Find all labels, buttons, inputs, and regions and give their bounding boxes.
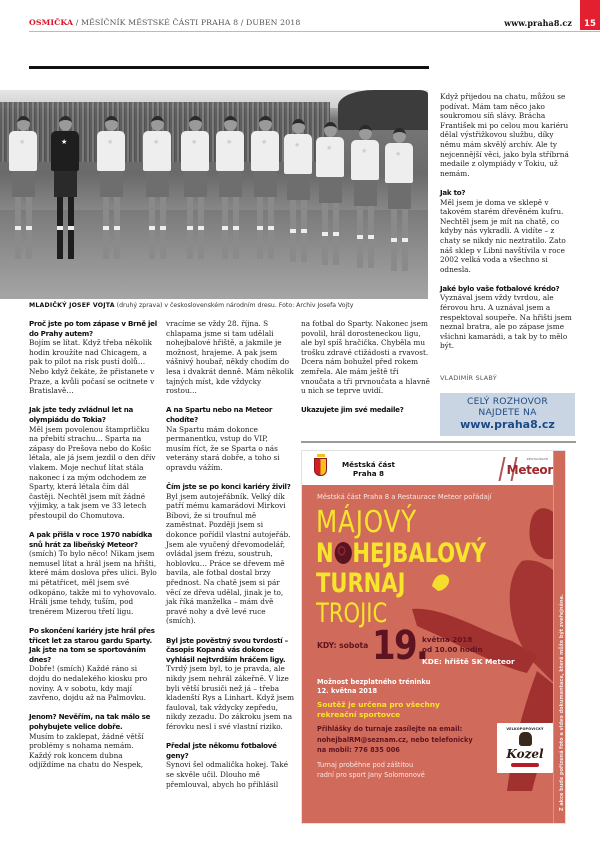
ad-training-info xyxy=(317,678,430,696)
photo-caption xyxy=(29,302,429,309)
header-divider xyxy=(29,31,600,32)
ad-patron-line-1: Turnaj proběhne pod záštitou xyxy=(317,761,414,769)
article-column-3 xyxy=(301,319,431,425)
interview-answer: Měl jsem povolenou štamprličku na přebití strachu… Sparta na zápasy do Prešova nebo do Košic létala, ale já jsem jezdil o den dřív vlakem. Moje nechuť lítat stála nakonec i za mým odchodem ze Sparty, která létala čím dál častěji. Nechtěl jsem mít žádné výjimky, a tak jsem ve 33 letech přestoupil do Chomutova. xyxy=(29,424,156,520)
interview-answer: Bojím se lítat. Když třeba několik hodin kroužíte nad Chicagem, a pak to pilot na risk pustí dolů… Nebo když čekáte, že přistanete v Praze, a kvůli počasí se ocitnete v Bratislavě… xyxy=(29,338,155,396)
praha8-crest-icon xyxy=(314,458,327,476)
player-figure: ★ xyxy=(250,116,280,276)
ad-patron-line-2: radní pro sport Jany Solomonové xyxy=(317,771,425,780)
ad-target-line-2: rekreační sportovce xyxy=(317,709,401,719)
promo-url-link[interactable]: www.praha8.cz xyxy=(460,418,555,431)
player-figure: ★ xyxy=(350,125,380,285)
ad-signup-email[interactable]: nohejbalRM@seznam.cz, nebo telefonicky xyxy=(317,735,473,744)
interview-answer: Dobře! (smích) Každé ráno si dojdu do nedalekého kiosku pro noviny. A v sobotu, kdy mají zavřeno, dojdu až na Palmovku. xyxy=(29,664,148,703)
meteor-logo-small: RESTAURACE xyxy=(526,457,549,461)
player-figure: ★ xyxy=(142,116,172,276)
qa-paragraph xyxy=(440,284,576,351)
kozel-arc-text: VELKOPOPOVICKÝ xyxy=(506,727,544,731)
player-figure: ★ xyxy=(283,119,313,279)
ad-day-number: 19. xyxy=(372,623,428,669)
interview-answer: Musím to zaklepat, žádné větší problémy s nohama nemám. Každý rok koncem dubna odjíždíme na chatu do Nespek, xyxy=(29,731,144,770)
interview-answer: Synovi šel odmalička hokej. Také se skvěle učil. Dlouho mě přemlouval, abych ho přihlásil xyxy=(166,760,289,789)
meteor-logo xyxy=(506,457,553,477)
football-icon xyxy=(334,542,351,564)
player-figure: ★ xyxy=(96,116,126,276)
ad-patron-info xyxy=(317,760,425,781)
qa-paragraph xyxy=(29,530,157,616)
interview-question: Byl jste pověstný svou tvrdostí – časopis Kopaná vás dokonce vyhlásil nejtvrdším hráčem ligy. xyxy=(166,635,288,664)
goalkeeper-figure: ★ xyxy=(50,116,80,276)
ad-side-strip xyxy=(553,451,565,823)
ad-lead-text: Městská část Praha 8 a Restaurace Meteor pořádají xyxy=(317,493,492,501)
promo-line-2: NAJDETE NA xyxy=(478,407,537,418)
interview-question: Předal jste někomu fotbalové geny? xyxy=(166,741,277,760)
player-figure: ★ xyxy=(384,128,414,288)
article-column-2 xyxy=(166,319,294,799)
team-photo xyxy=(0,90,428,299)
interview-answer: Byl jsem autojeřábník. Velký dík patří mému kamarádovi Mirkovi Bíbovi, že si troufnul mě zaměstnat. Později jsem si dokonce pořídil vlastní autojeřáb. Jsem ale vyučený dřevomodelář, ovládal jsem frézu, soustruh, hoblovku… Práce se dřevem mě bavila, ale fotbal dostal brzy přednost. Na chatě jsem si pár věcí ze dřeva udělal, jinak je to, jak říká manželka – mám dvě pravé nohy a dvě levé ruce (smích). xyxy=(166,491,291,626)
qa-paragraph xyxy=(301,405,431,415)
kozel-wordmark: Kozel xyxy=(506,747,544,761)
ad-signup-info xyxy=(317,724,473,756)
header-url-link[interactable]: www.praha8.cz xyxy=(504,18,572,28)
caption-text: (druhý zprava) v československém národním dresu. Foto: Archiv Josefa Vojty xyxy=(114,302,354,309)
magazine-subtitle: / MĚSÍČNÍK MĚSTSKÉ ČÁSTI PRAHA 8 / DUBEN 2018 xyxy=(73,18,301,27)
promo-line-1: CELÝ ROZHOVOR xyxy=(467,396,548,407)
interview-answer: Měl jsem je doma ve sklepě v takovém starém dřevěném kufru. Nechtěl jsem je mít na chatě, co kdyby nás vykradli. A vidíte – z chaty se nikdy nic neztratilo. Zato náš sklep v Libni navštívila v roce 2002 velká voda a všechno si odnesla. xyxy=(440,197,566,274)
promo-divider xyxy=(301,441,576,443)
ad-date-time xyxy=(422,635,483,654)
qa-paragraph xyxy=(29,405,157,520)
ad-title-trojic: TROJIC xyxy=(316,598,388,629)
ad-target-line-1: Soutěž je určena pro všechny xyxy=(317,700,440,709)
kozel-sponsor-logo xyxy=(497,723,553,773)
interview-answer: Vyznával jsem vždy tvrdou, ale férovou hru. A uznával jsem a respektoval soupeře. Na hřišti jsem neznal bratra, ale po zápase jsme všichni kamarádi, a tak by to mělo být. xyxy=(440,293,572,351)
interview-answer: vracíme se vždy 28. října. S chlapama jsme si tam udělali nohejbalové hřiště, a jakmile je možnost, hrajeme. A pak jsem vášnivý houbař, někdy chodím do lesa i dvakrát denně. Mám několik tajných míst, kde vždycky rostou… xyxy=(166,319,294,396)
qa-paragraph xyxy=(29,319,157,396)
ad-when-label: KDY: sobota xyxy=(317,641,369,650)
tournament-advertisement xyxy=(301,450,566,824)
qa-paragraph xyxy=(166,319,294,396)
meteor-logo-text: Meteor xyxy=(506,463,553,477)
interview-question: Po skončení kariéry jste hrál přes třicet let za starou gardu Sparty. Jak jste na tom se sportováním dnes? xyxy=(29,626,155,664)
interview-question: Jak to? xyxy=(440,187,466,197)
interview-answer: Na Spartu mám dokonce permanentku, vstup do VIP, musím říct, že se Sparta o nás veterány stará dobře, a toho si opravdu vážím. xyxy=(166,424,280,472)
player-figure: ★ xyxy=(315,122,345,282)
qa-paragraph xyxy=(440,188,576,274)
article-author: VLADIMÍR SLABÝ xyxy=(440,374,497,382)
interview-answer: na fotbal do Sparty. Nakonec jsem povolil, hrál dorosteneckou ligu, ale byl spíš hračička. Chyběla mu trošku zdravé ctižádosti a rvavost. Dcera nám bohužel před rokem zemřela. Ale mám ještě tři vnoučata a tři prvnoučata a hlavně u nich se teprve uvidí. xyxy=(301,319,431,396)
interview-answer: Tvrdý jsem byl, to je pravda, ale nikdy jsem nehrál zákeřně. V lize byli větší brusiči než já – třeba kladenští Rys a Linhart. Když jsem fauloval, tak vždycky zepředu, nikdy zezadu. Do zákroku jsem na férovku nesl i své vlastní riziko. xyxy=(166,664,294,731)
qa-paragraph xyxy=(166,482,294,626)
page-number: 15 xyxy=(580,0,600,30)
player-figure: ★ xyxy=(180,116,210,276)
interview-answer: (smích) To bylo něco! Nikam jsem nemusel lítat a hrál jsem na hřišti, které mám doslova přes ulici. Bylo mi pětatřicet, měl jsem své odkopáno, takže mi to vyhovovalo. Hráli jsme tehdy, tuším, pod trenérem Mizerou třetí ligu. xyxy=(29,549,157,616)
interview-question: A na Spartu nebo na Meteor chodíte? xyxy=(166,405,273,424)
ad-where: KDE: hřiště SK Meteor xyxy=(422,657,515,666)
praha8-logo-line-2: Praha 8 xyxy=(352,469,385,478)
ad-month: května 2018 xyxy=(422,635,473,644)
interview-question: Jak jste tedy zvládnul let na olympiádu do Tokia? xyxy=(29,405,134,424)
ad-title-turnaj: TURNAJ xyxy=(316,568,406,599)
praha8-logo-line-1: Městská část xyxy=(342,460,395,469)
ad-time: od 10.00 hodin xyxy=(422,644,483,654)
photo-trees xyxy=(338,90,428,130)
ad-title-nohejbalovy xyxy=(316,539,486,569)
player-figure: ★ xyxy=(215,116,245,276)
article-column-1 xyxy=(29,319,157,780)
interview-question: A pak přišla v roce 1970 nabídka snů hrát za libeňský Meteor? xyxy=(29,530,153,549)
player-figure: ★ xyxy=(8,116,38,276)
interview-question: Proč jste po tom zápase v Brně jel do Prahy autem? xyxy=(29,319,157,338)
qa-paragraph xyxy=(440,92,576,178)
qa-paragraph xyxy=(166,741,294,789)
kozel-ribbon xyxy=(511,763,539,767)
ad-training-line-2: 12. května 2018 xyxy=(317,687,378,695)
ad-logo-bar xyxy=(302,451,565,485)
qa-paragraph xyxy=(166,636,294,732)
qa-paragraph xyxy=(29,626,157,703)
qa-paragraph xyxy=(29,712,157,770)
ad-side-note: Z akce bude pořízená foto a video dokumentace, která může být zveřejněna. xyxy=(559,594,565,811)
page-header xyxy=(29,18,600,32)
qa-paragraph xyxy=(166,405,294,472)
ad-signup-line-1: Přihlášky do turnaje zasílejte na email: xyxy=(317,725,463,733)
ad-title-hejbalovy: HEJBALOVÝ xyxy=(352,538,487,569)
full-interview-promo[interactable] xyxy=(440,393,575,436)
ad-target-info xyxy=(317,700,440,719)
caption-name: MLADIČKÝ JOSEF VOJTA xyxy=(29,302,115,309)
article-column-4 xyxy=(440,92,576,361)
ad-title-majovy: MÁJOVÝ xyxy=(316,505,418,540)
qa-paragraph xyxy=(301,319,431,396)
ad-signup-phone: na mobil: 776 835 006 xyxy=(317,746,400,755)
magazine-brand: OSMIČKA xyxy=(29,18,74,27)
interview-answer: Když přijedou na chatu, můžou se podívat. Mám tam něco jako soukromou síň slávy. Brácha František mi po celou mou kariéru dělal výstřižkovou službu, díky němu mám skvělý archív. Ale ty nejcennější věci, jako byla stříbrná medaile z olympiády v Tokiu, už nemám. xyxy=(440,92,569,178)
interview-question: Ukazujete jim své medaile? xyxy=(301,405,404,415)
ad-training-line-1: Možnost bezplatného tréninku xyxy=(317,678,431,686)
praha8-logo-text xyxy=(342,460,395,478)
interview-question: Jaké bylo vaše fotbalové krédo? xyxy=(440,283,560,293)
interview-question: Čím jste se po konci kariéry živil? xyxy=(166,482,291,492)
ad-title-n: N xyxy=(316,538,334,569)
interview-question: Jenom? Nevěřím, na tak málo se pohybujete velice dobře. xyxy=(29,712,151,731)
section-rule xyxy=(29,66,429,69)
goat-icon xyxy=(519,732,532,746)
